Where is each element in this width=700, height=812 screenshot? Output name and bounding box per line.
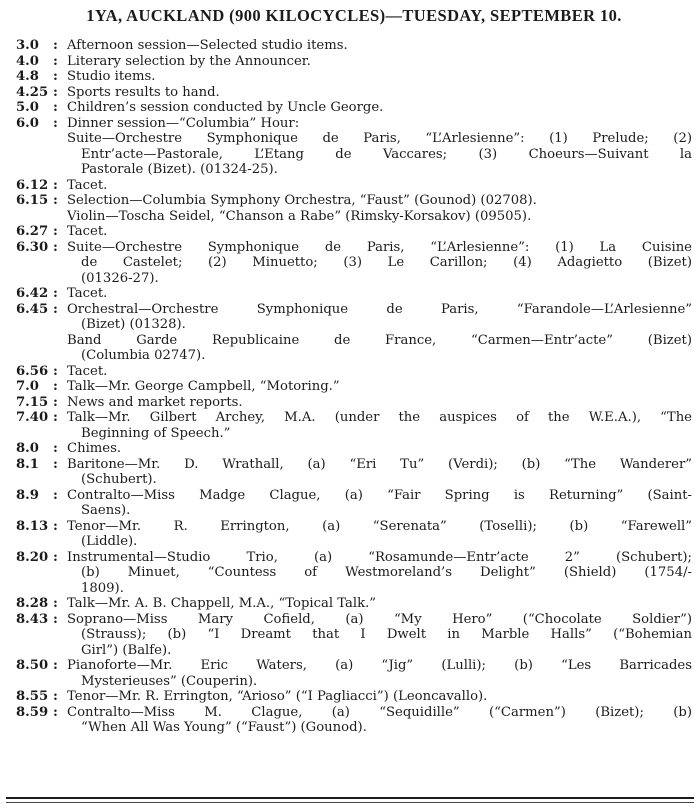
entry-description: [67, 38, 692, 54]
entry-separator: :: [53, 84, 58, 100]
programme-entry: [16, 100, 692, 116]
entry-time: 6.0: [16, 115, 39, 131]
programme-entry: [16, 54, 692, 70]
entry-separator: :: [53, 224, 58, 239]
entry-text-line: Pastorale (Bizet). (01324-25).: [81, 162, 278, 177]
entry-text-line: “When All Was Young” (“Faust”) (Gounod).: [81, 720, 367, 735]
entry-time: 6.27: [16, 224, 49, 239]
entry-separator: :: [53, 115, 58, 131]
entry-text-line: Suite—Orchestre Symphonique de Paris, “L’Arlesienne”: (1) La Cuisine: [67, 239, 692, 255]
entry-description: [67, 100, 692, 116]
programme-entry: [16, 379, 692, 395]
entry-time: 7.15: [16, 394, 49, 410]
entry-separator: :: [53, 518, 58, 534]
entry-description: [67, 193, 692, 224]
entry-description: [67, 85, 692, 101]
entry-time: 6.45: [16, 301, 49, 317]
entry-separator: :: [53, 704, 58, 720]
programme-entry: [16, 550, 692, 597]
entry-time: 4.8: [16, 69, 39, 84]
entry-description: [67, 364, 692, 380]
entry-time: 8.28: [16, 596, 49, 611]
entry-time: 6.30: [16, 239, 49, 255]
entry-separator: :: [53, 410, 58, 425]
entry-time: 4.0: [16, 53, 39, 69]
entry-text-line: Literary selection by the Announcer.: [67, 53, 311, 69]
entry-description: [67, 224, 692, 240]
entry-time: 8.0: [16, 441, 39, 456]
entry-text-line: 1809).: [81, 580, 124, 596]
entry-text-line: Selection—Columbia Symphony Orchestra, “Faust” (Gounod) (02708).: [67, 193, 537, 208]
entry-time: 8.50: [16, 658, 49, 673]
programme-entry: [16, 488, 692, 519]
programme-entry: [16, 441, 692, 457]
entry-text-line: Contralto—Miss Madge Clague, (a) “Fair Spring is Returning” (Saint-: [67, 487, 692, 503]
entry-time: 6.56: [16, 363, 49, 379]
entry-text-line: Talk—Mr. A. B. Chappell, M.A., “Topical Talk.”: [67, 596, 377, 611]
bottom-rule-thin: [6, 802, 694, 803]
entry-description: [67, 488, 692, 519]
entry-separator: :: [53, 456, 58, 472]
entry-text-line: Suite—Orchestre Symphonique de Paris, “L’Arlesienne”: (1) Prelude; (2): [67, 131, 692, 146]
entry-time: 4.25: [16, 84, 49, 100]
programme-entry: [16, 612, 692, 659]
entry-text-line: Mysterieuses” (Couperin).: [81, 673, 258, 689]
programme-entry: [16, 240, 692, 287]
entry-description: [67, 689, 692, 705]
programme-entry: [16, 519, 692, 550]
entry-separator: :: [53, 38, 58, 53]
entry-separator: :: [53, 363, 58, 379]
programme-entry: [16, 116, 692, 178]
entry-text-line: Instrumental—Studio Trio, (a) “Rosamunde—Entr’acte 2” (Schubert);: [67, 549, 692, 565]
entry-description: [67, 116, 692, 178]
entry-text-line: Tenor—Mr. R. Errington, “Arioso” (“I Pagliacci”) (Leoncavallo).: [67, 689, 488, 704]
programme-entry: [16, 689, 692, 705]
entry-text-line: (Strauss); (b) “I Dreamt that I Dwelt in Marble Halls” (“Bohemian: [81, 627, 692, 642]
programme-entry: [16, 364, 692, 380]
entry-time: 8.1: [16, 456, 39, 472]
entry-text-line: News and market reports.: [67, 394, 243, 410]
entry-text-line: Saens).: [81, 503, 131, 518]
entry-time: 3.0: [16, 38, 39, 53]
entry-time: 6.15: [16, 193, 49, 208]
programme-entry: [16, 38, 692, 54]
entry-description: [67, 612, 692, 659]
entry-separator: :: [53, 379, 58, 394]
entry-separator: :: [53, 53, 58, 69]
programme-entry: [16, 286, 692, 302]
entry-separator: :: [53, 596, 58, 611]
entry-description: [67, 705, 692, 736]
programme-entry: [16, 596, 692, 612]
entry-text-line: Chimes.: [67, 441, 122, 456]
entry-text-line: Tenor—Mr. R. Errington, (a) “Serenata” (Toselli); (b) “Farewell”: [67, 518, 692, 534]
programme-entry: [16, 178, 692, 194]
entry-time: 5.0: [16, 100, 39, 115]
entry-separator: :: [53, 239, 58, 255]
entry-description: [67, 302, 692, 364]
entry-time: 6.12: [16, 177, 49, 193]
entry-text-line: Tacet.: [67, 363, 108, 379]
entry-description: [67, 395, 692, 411]
entry-text-line: Orchestral—Orchestre Symphonique de Paris, “Farandole—L’Arlesienne”: [67, 301, 692, 317]
programme-entry: [16, 410, 692, 441]
programme-entry: [16, 395, 692, 411]
entry-time: 8.13: [16, 518, 49, 534]
entry-description: [67, 286, 692, 302]
entry-text-line: Baritone—Mr. D. Wrathall, (a) “Eri Tu” (Verdi); (b) “The Wanderer”: [67, 456, 692, 472]
programme-list: [16, 38, 692, 736]
entry-text-line: Dinner session—“Columbia” Hour:: [67, 115, 300, 131]
entry-text-line: (Liddle).: [81, 534, 138, 549]
entry-description: [67, 519, 692, 550]
entry-text-line: (01326-27).: [81, 270, 159, 286]
entry-separator: :: [53, 549, 58, 565]
entry-separator: :: [53, 286, 58, 301]
entry-time: 8.20: [16, 549, 49, 565]
entry-separator: :: [53, 69, 58, 84]
programme-entry: [16, 193, 692, 224]
entry-text-line: Pianoforte—Mr. Eric Waters, (a) “Jig” (Lulli); (b) “Les Barricades: [67, 658, 692, 673]
entry-text-line: (b) Minuet, “Countess of Westmoreland’s Delight” (Shield) (1754/-: [81, 565, 692, 580]
entry-description: [67, 240, 692, 287]
entry-text-line: Beginning of Speech.”: [81, 425, 231, 441]
entry-text-line: (Columbia 02747).: [81, 348, 206, 363]
entry-text-line: Tacet.: [67, 177, 108, 193]
entry-text-line: Tacet.: [67, 224, 108, 239]
entry-description: [67, 178, 692, 194]
programme-entry: [16, 85, 692, 101]
entry-separator: :: [53, 689, 58, 704]
entry-time: 8.9: [16, 487, 39, 503]
entry-separator: :: [53, 441, 58, 456]
entry-time: 8.59: [16, 704, 49, 720]
entry-time: 8.55: [16, 689, 49, 704]
entry-time: 7.40: [16, 410, 49, 425]
entry-text-line: Afternoon session—Selected studio items.: [67, 38, 348, 53]
entry-separator: :: [53, 301, 58, 317]
entry-text-line: de Castelet; (2) Minuetto; (3) Le Carillon; (4) Adagietto (Bizet): [81, 255, 692, 270]
entry-text-line: Entr’acte—Pastorale, L’Etang de Vaccares; (3) Choeurs—Suivant la: [81, 146, 692, 162]
programme-entry: [16, 705, 692, 736]
entry-text-line: (Bizet) (01328).: [81, 317, 186, 332]
entry-separator: :: [53, 611, 58, 627]
programme-entry: [16, 658, 692, 689]
programme-entry: [16, 302, 692, 364]
entry-text-line: Tacet.: [67, 286, 108, 301]
entry-text-line: Sports results to hand.: [67, 84, 220, 100]
entry-separator: :: [53, 658, 58, 673]
entry-description: [67, 441, 692, 457]
entry-separator: :: [53, 487, 58, 503]
programme-entry: [16, 69, 692, 85]
entry-time: 8.43: [16, 611, 49, 627]
entry-time: 7.0: [16, 379, 39, 394]
entry-text-line: Girl”) (Balfe).: [81, 642, 172, 658]
entry-description: [67, 550, 692, 597]
entry-text-line: Studio items.: [67, 69, 156, 84]
entry-text-line: Contralto—Miss M. Clague, (a) “Sequidille” (“Carmen”) (Bizet); (b): [67, 704, 692, 720]
programme-heading: 1YA, AUCKLAND (900 KILOCYCLES)—TUESDAY, SEPTEMBER 10.: [86, 6, 622, 25]
entry-text-line: Band Garde Republicaine de France, “Carmen—Entr’acte” (Bizet): [67, 332, 692, 348]
entry-description: [67, 54, 692, 70]
programme-entry: [16, 224, 692, 240]
entry-text-line: Talk—Mr. Gilbert Archey, M.A. (under the auspices of the W.E.A.), “The: [67, 410, 692, 425]
entry-text-line: Talk—Mr. George Campbell, “Motoring.”: [67, 379, 340, 394]
entry-text-line: Soprano—Miss Mary Cofield, (a) “My Hero” (“Chocolate Soldier”): [67, 611, 692, 627]
programme-entry: [16, 457, 692, 488]
entry-description: [67, 410, 692, 441]
entry-description: [67, 379, 692, 395]
entry-time: 6.42: [16, 286, 49, 301]
entry-separator: :: [53, 100, 58, 115]
entry-description: [67, 596, 692, 612]
entry-text-line: Children’s session conducted by Uncle George.: [67, 100, 384, 115]
entry-description: [67, 69, 692, 85]
entry-separator: :: [53, 177, 58, 193]
entry-description: [67, 457, 692, 488]
entry-text-line: (Schubert).: [81, 472, 157, 487]
entry-description: [67, 658, 692, 689]
entry-text-line: Violin—Toscha Seidel, “Chanson a Rabe” (Rimsky-Korsakov) (09505).: [67, 208, 532, 224]
bottom-rule-thick: [6, 797, 694, 799]
entry-separator: :: [53, 394, 58, 410]
entry-separator: :: [53, 193, 58, 208]
